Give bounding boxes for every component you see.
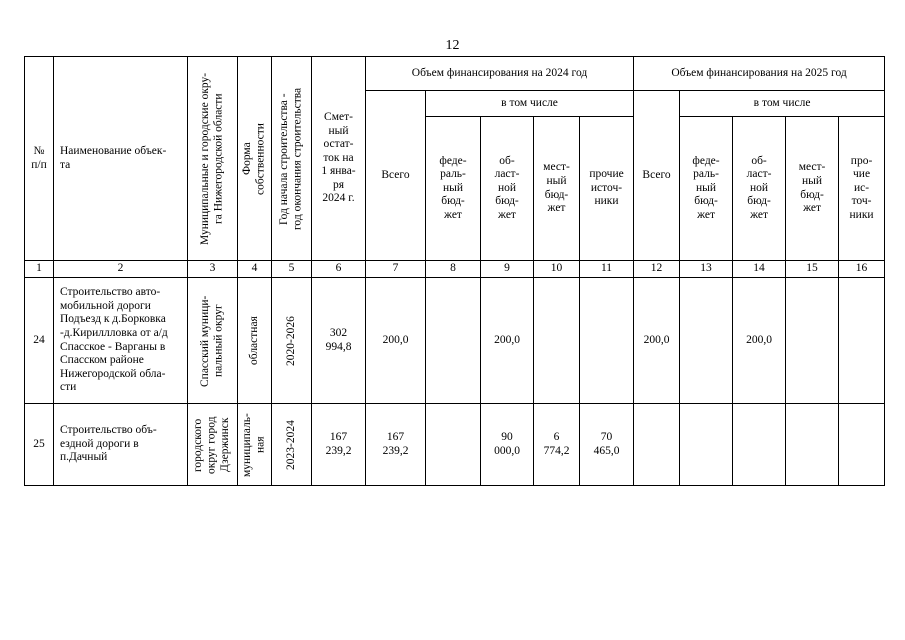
- row-2024-other: 70 465,0: [580, 404, 634, 486]
- row-2024-total: 200,0: [366, 278, 426, 404]
- column-number: 16: [839, 261, 885, 278]
- row-2024-federal: [426, 404, 481, 486]
- column-number: 9: [481, 261, 534, 278]
- header-object-name: Наименование объек- та: [54, 57, 188, 261]
- row-2025-regional: [733, 404, 786, 486]
- column-number: 1: [25, 261, 54, 278]
- row-2024-regional: 90 000,0: [481, 404, 534, 486]
- row-2024-other: [580, 278, 634, 404]
- row-2024-federal: [426, 278, 481, 404]
- row-years: 2023-2024: [272, 404, 312, 486]
- row-years: 2020-2026: [272, 278, 312, 404]
- row-estimate-balance: 302 994,8: [312, 278, 366, 404]
- header-ownership: Форма собственности: [238, 57, 272, 261]
- column-number: 4: [238, 261, 272, 278]
- column-number: 5: [272, 261, 312, 278]
- header-2024-other: прочие источ- ники: [580, 117, 634, 261]
- row-2024-local: [534, 278, 580, 404]
- column-number: 6: [312, 261, 366, 278]
- header-years: Год начала строительства - год окончания строительства: [272, 57, 312, 261]
- row-object-name: Строительство авто- мобильной дороги Подъезд к д.Борковка -д.Кириллловка от а/д Спасское - Варганы в Спасском районе Нижегородской обла- сти: [54, 278, 188, 404]
- column-number: 11: [580, 261, 634, 278]
- header-2025-local: мест- ный бюд- жет: [786, 117, 839, 261]
- header-2025-regional: об- ласт- ной бюд- жет: [733, 117, 786, 261]
- column-number: 13: [680, 261, 733, 278]
- header-2025-other: про- чие ис- точ- ники: [839, 117, 885, 261]
- table-row: [25, 404, 885, 486]
- column-number: 3: [188, 261, 238, 278]
- header-2024-total: Всего: [366, 91, 426, 261]
- column-number: 15: [786, 261, 839, 278]
- row-num: 24: [25, 278, 54, 404]
- row-2025-local: [786, 278, 839, 404]
- row-2025-other: [839, 404, 885, 486]
- row-2025-local: [786, 404, 839, 486]
- row-2024-local: 6 774,2: [534, 404, 580, 486]
- row-estimate-balance: 167 239,2: [312, 404, 366, 486]
- header-2025-total: Всего: [634, 91, 680, 261]
- row-ownership: муниципаль- ная: [238, 404, 272, 486]
- row-2025-federal: [680, 404, 733, 486]
- financing-table: [24, 56, 885, 486]
- header-row-1: [25, 57, 885, 91]
- row-2025-total: [634, 404, 680, 486]
- row-municipality: Спасский муници- пальный округ: [188, 278, 238, 404]
- column-number-row: [25, 261, 885, 278]
- row-num: 25: [25, 404, 54, 486]
- row-object-name: Строительство объ- ездной дороги в п.Дачный: [54, 404, 188, 486]
- row-2025-regional: 200,0: [733, 278, 786, 404]
- header-2025-including: в том числе: [680, 91, 885, 117]
- row-ownership: областная: [238, 278, 272, 404]
- header-estimate-balance: Смет- ный остат- ток на 1 янва- ря 2024 г.: [312, 57, 366, 261]
- header-num: № п/п: [25, 57, 54, 261]
- header-financing-2025: Объем финансирования на 2025 год: [634, 57, 885, 91]
- column-number: 2: [54, 261, 188, 278]
- row-2024-regional: 200,0: [481, 278, 534, 404]
- header-2024-federal: феде- раль- ный бюд- жет: [426, 117, 481, 261]
- header-financing-2024: Объем финансирования на 2024 год: [366, 57, 634, 91]
- header-2025-federal: феде- раль- ный бюд- жет: [680, 117, 733, 261]
- row-municipality: городского округ город Дзержинск: [188, 404, 238, 486]
- row-2025-total: 200,0: [634, 278, 680, 404]
- column-number: 10: [534, 261, 580, 278]
- row-2025-other: [839, 278, 885, 404]
- header-municipality: Муниципальные и городские окру- га Нижегородской области: [188, 57, 238, 261]
- column-number: 8: [426, 261, 481, 278]
- header-2024-regional: об- ласт- ной бюд- жет: [481, 117, 534, 261]
- page-number: 12: [445, 38, 460, 53]
- header-2024-including: в том числе: [426, 91, 634, 117]
- table-row: [25, 278, 885, 404]
- column-number: 12: [634, 261, 680, 278]
- row-2025-federal: [680, 278, 733, 404]
- row-2024-total: 167 239,2: [366, 404, 426, 486]
- column-number: 7: [366, 261, 426, 278]
- column-number: 14: [733, 261, 786, 278]
- header-2024-local: мест- ный бюд- жет: [534, 117, 580, 261]
